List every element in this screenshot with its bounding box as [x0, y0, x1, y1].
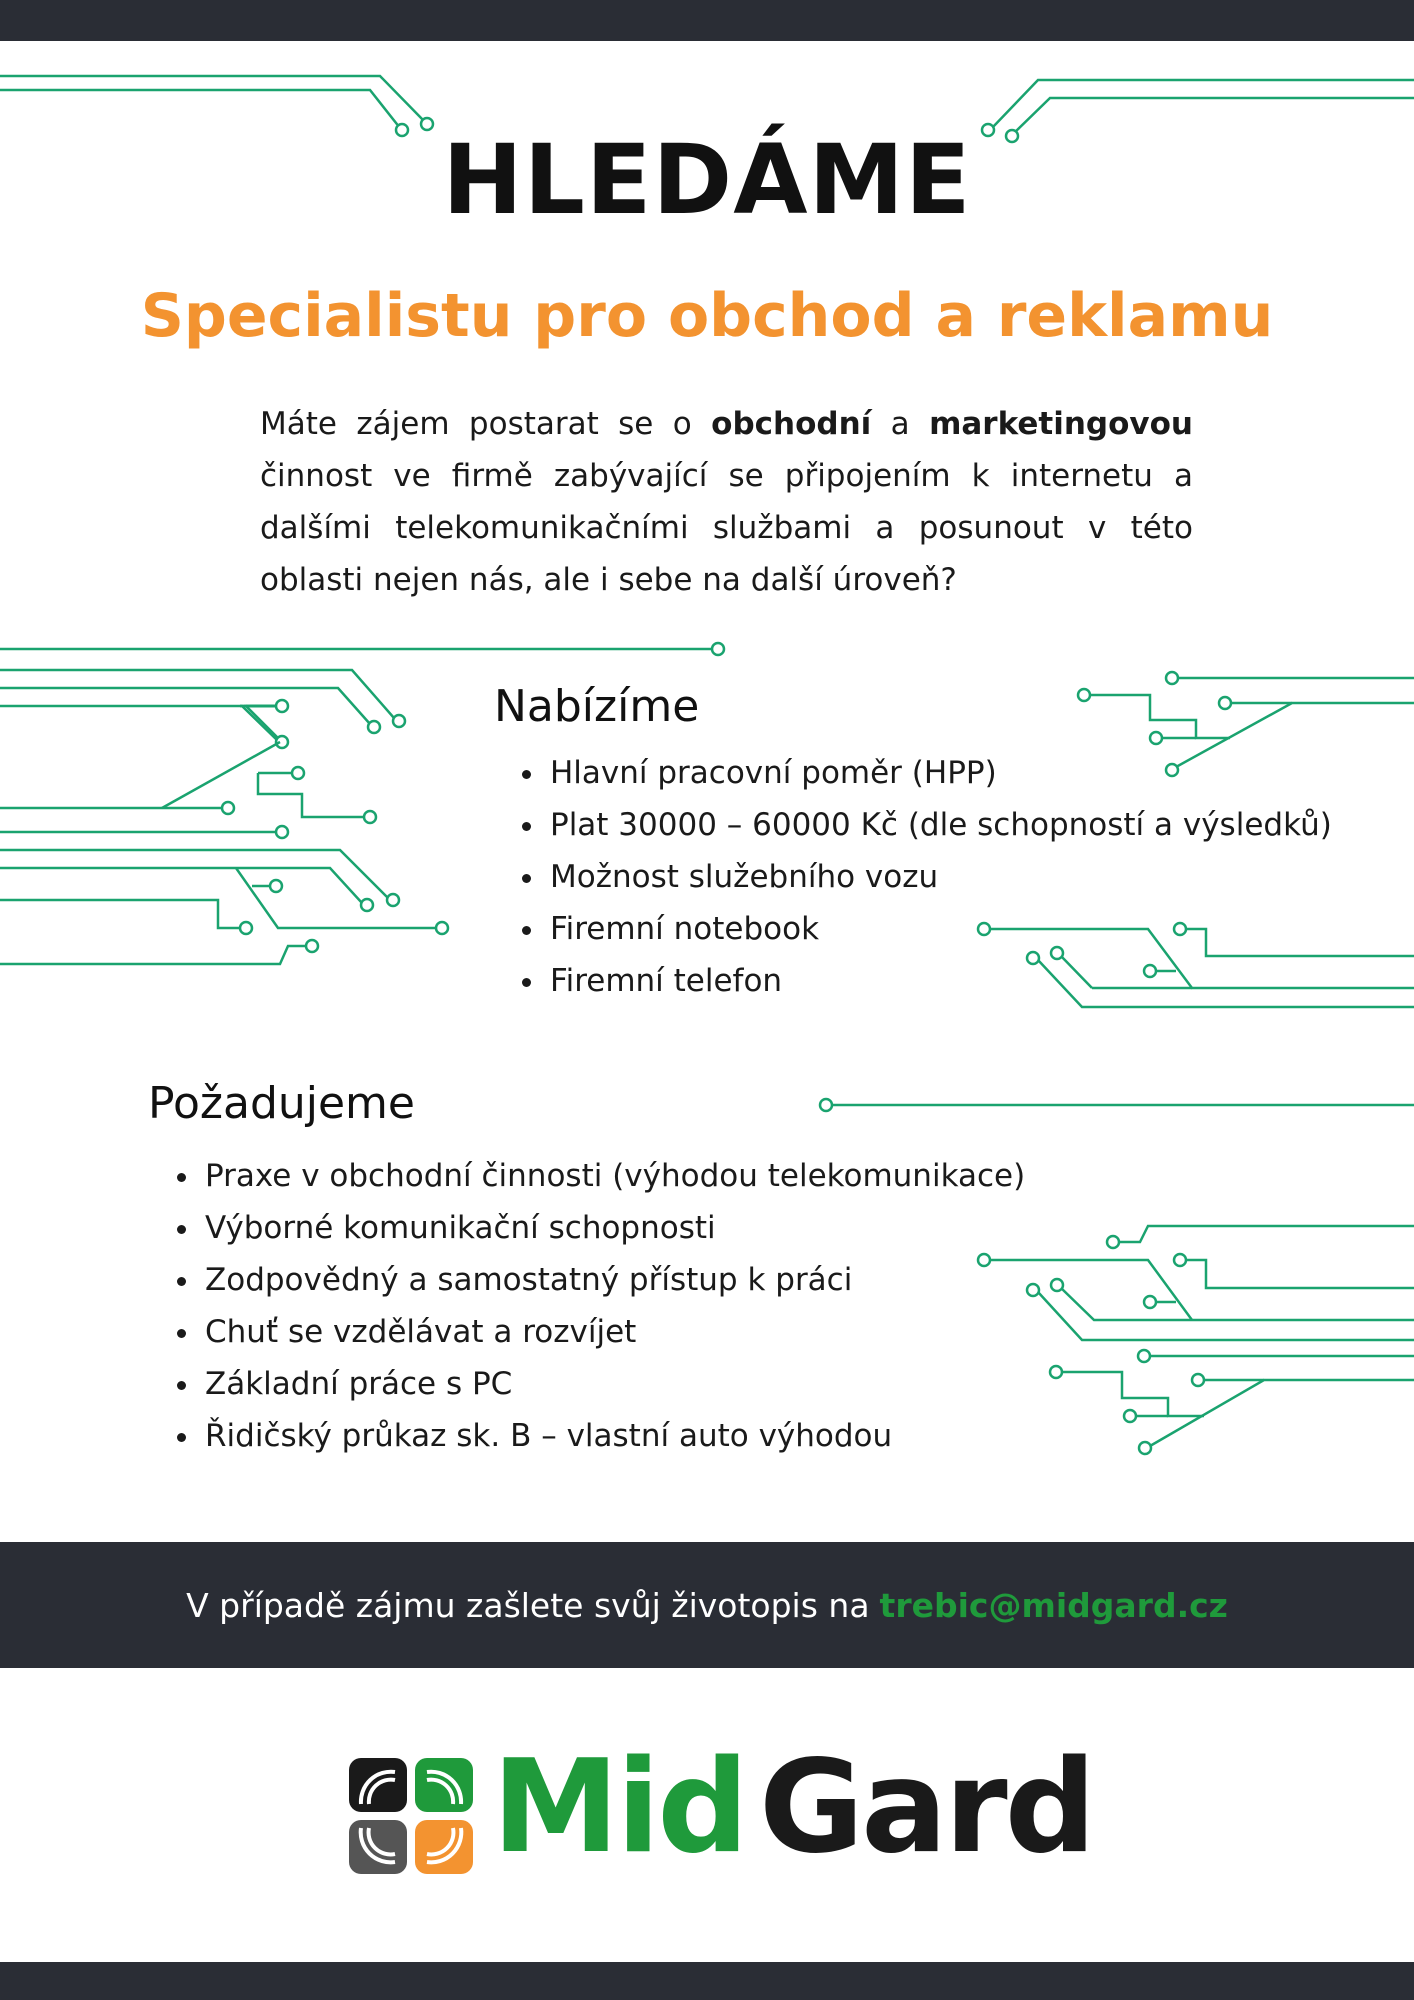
intro-text-3: činnost ve firmě zabývající se připojením k internetu a dalšími telekomunikačními službami a posunout v této oblasti nejen nás, ale i sebe na další úroveň? [260, 458, 1193, 598]
list-item: • Hlavní pracovní poměr (HPP) [546, 747, 1332, 799]
contact-text: V případě zájmu zašlete svůj životopis na [186, 1585, 870, 1625]
midgard-logo-mark-icon [349, 1758, 474, 1874]
offer-title: Nabízíme [494, 681, 700, 732]
intro-bold-2: marketingovou [929, 406, 1193, 442]
logo-word-mid: Mid [492, 1733, 746, 1882]
list-item: • Praxe v obchodní činnosti (výhodou telekomunikace) [201, 1150, 1025, 1202]
list-item: • Plat 30000 – 60000 Kč (dle schopností a výsledků) [546, 799, 1332, 851]
list-item: • Možnost služebního vozu [546, 851, 1332, 903]
intro-text-2: a [871, 406, 930, 442]
midgard-logo [349, 1733, 1094, 1882]
logo-word-gard: Gard [759, 1733, 1094, 1882]
requirements-title: Požadujeme [148, 1078, 415, 1129]
job-title: Specialistu pro obchod a reklamu [140, 281, 1274, 351]
offer-list [504, 747, 1332, 1007]
list-item: • Firemní telefon [546, 955, 1332, 1007]
intro-text-1: Máte zájem postarat se o [260, 406, 712, 442]
requirements-list [159, 1150, 1025, 1462]
page-title: HLEDÁME [442, 124, 972, 236]
bottom-bar [0, 1962, 1414, 2000]
intro-paragraph [260, 398, 1193, 606]
list-item: • Zodpovědný a samostatný přístup k práci [201, 1254, 1025, 1306]
intro-bold-1: obchodní [711, 406, 872, 442]
list-item: • Firemní notebook [546, 903, 1332, 955]
contact-footer [0, 1542, 1414, 1668]
list-item: • Základní práce s PC [201, 1358, 1025, 1410]
list-item: • Chuť se vzdělávat a rozvíjet [201, 1306, 1025, 1358]
list-item: • Řidičský průkaz sk. B – vlastní auto výhodou [201, 1410, 1025, 1462]
email-link[interactable]: trebic@midgard.cz [879, 1585, 1228, 1625]
list-item: • Výborné komunikační schopnosti [201, 1202, 1025, 1254]
